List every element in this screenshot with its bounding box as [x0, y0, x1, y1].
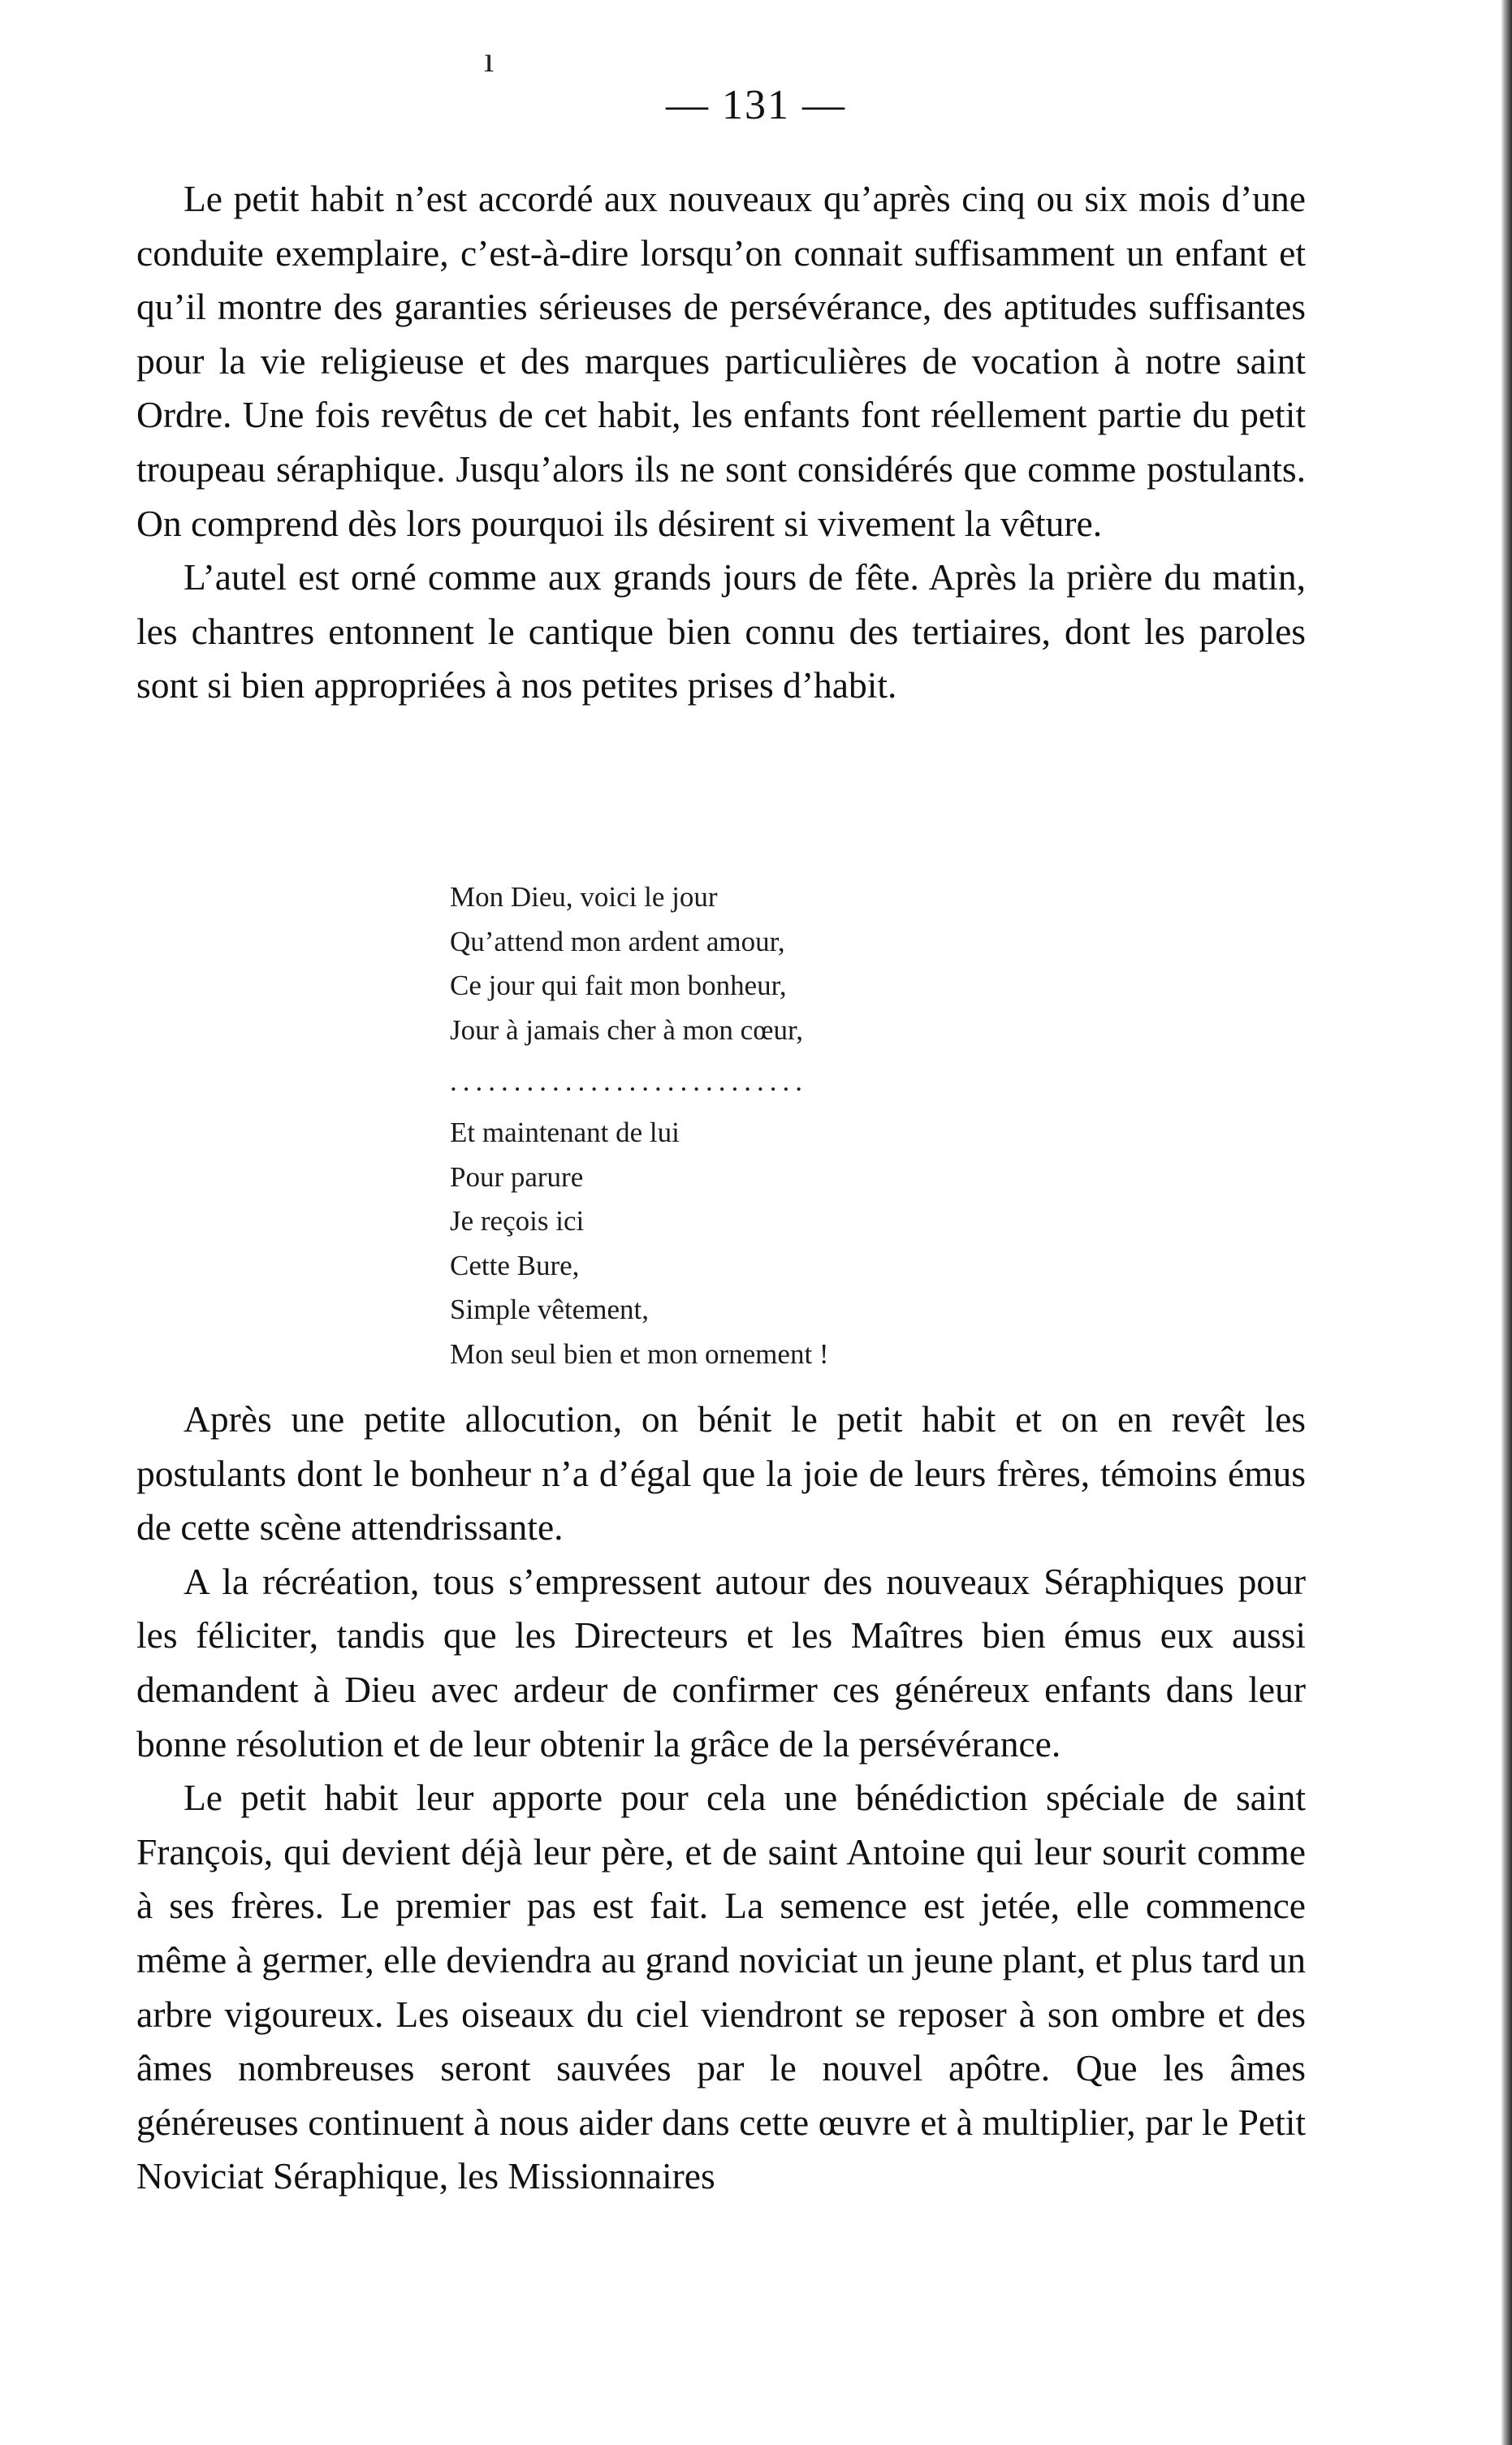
poem-line: Ce jour qui fait mon bonheur,	[450, 970, 787, 1001]
page-edge-shadow	[1501, 0, 1512, 2445]
poem-line: Mon Dieu, voici le jour	[450, 881, 718, 913]
hymn-verses	[450, 875, 829, 1376]
poem-line: Jour à jamais cher à mon cœur,	[450, 1013, 803, 1046]
poem-ellipsis: ............................	[450, 1065, 808, 1097]
poem-line: Je reçois ici	[450, 1205, 585, 1237]
poem-line: Qu’attend mon ardent amour,	[450, 925, 785, 957]
poem-line: Simple vêtement,	[450, 1294, 649, 1325]
paragraph-benediction: Le petit habit leur apporte pour cela une bénédiction spéciale de saint François, qui devient déjà leur père, et de saint Antoine qui leur sourit comme à ses frères. Le premier pas est fait. La semence est jetée, elle commence même à germer, elle deviendra au grand noviciat un jeune plant, et plus tard un arbre vigoureux. Les oiseaux du ciel viendront se reposer à son ombre et des âmes nombreuses seront sauvées par le nouvel apôtre. Que les âmes généreuses continuent à nous aider dans cette œuvre et à multiplier, par le Petit Noviciat Séraphique, les Missionnaires	[136, 1777, 1306, 2197]
page-number: — 131 —	[666, 82, 846, 128]
poem-line: Pour parure	[450, 1160, 584, 1193]
text-block-after-poem	[136, 1393, 1306, 2204]
paragraph-recreation: A la récréation, tous s’empressent autour des nouveaux Séraphiques pour les féliciter, tandis que les Directeurs et les Maîtres bien émus eux aussi demandent à Dieu avec ardeur de confirmer ces généreux enfants dans leur bonne résolution et de leur obtenir la grâce de la persévérance.	[136, 1560, 1306, 1765]
poem-line: Mon seul bien et mon ornement !	[450, 1337, 829, 1370]
poem-line: Et maintenant de lui	[450, 1117, 680, 1148]
paragraph-altar-ceremony: L’autel est orné comme aux grands jours de fête. Après la prière du matin, les chantres entonnent le cantique bien connu des tertiaires, dont les paroles sont si bien appropriées à nos petites prises d’habit.	[136, 556, 1306, 706]
paragraph-allocution: Après une petite allocution, on bénit le petit habit et on en revêt les postulants dont le bonheur n’a d’égal que la joie de leurs frères, témoins émus de cette scène attendrissante.	[136, 1398, 1306, 1549]
paragraph-vesture-rules: Le petit habit n’est accordé aux nouveaux qu’après cinq ou six mois d’une conduite exemplaire, c’est-à-dire lorsqu’on connait suffisamment un enfant et qu’il montre des garanties sérieuses de persévérance, des aptitudes suffisantes pour la vie religieuse et des marques particulières de vocation à notre saint Ordre. Une fois revêtus de cet habit, les enfants font réellement partie du petit troupeau séraphique. Jusqu’alors ils ne sont considérés que comme postulants. On comprend dès lors pourquoi ils désirent si vivement la vêture.	[136, 178, 1306, 544]
ink-speck: ı	[484, 40, 495, 80]
poem-line: Cette Bure,	[450, 1249, 580, 1281]
text-block-before-poem	[136, 172, 1306, 713]
